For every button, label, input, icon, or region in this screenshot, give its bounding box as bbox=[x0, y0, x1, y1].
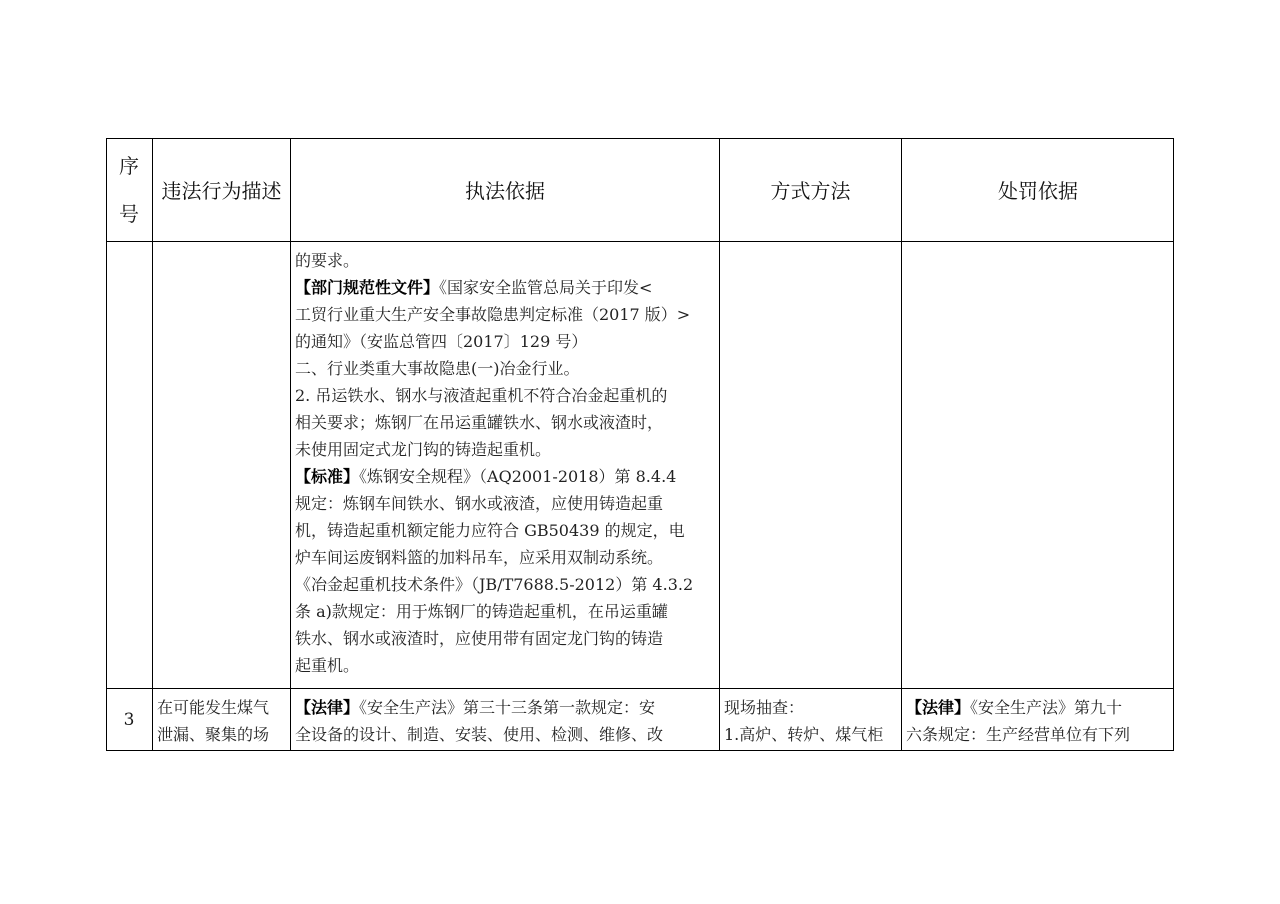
header-violation: 违法行为描述 bbox=[161, 179, 282, 203]
row3-violation-line: 在可能发生煤气 bbox=[157, 698, 270, 717]
continued-basis-line bbox=[295, 382, 716, 409]
header-penalty: 处罚依据 bbox=[998, 179, 1078, 203]
row3-basis-line: 《安全生产法》第三十三条第一款规定：安 bbox=[359, 698, 656, 717]
continued-basis-line bbox=[295, 274, 716, 301]
basis-line-text: 机，铸造起重机额定能力应符合 GB50439 的规定，电 bbox=[295, 521, 685, 540]
header-seq-line2: 号 bbox=[119, 201, 139, 226]
basis-line-text: 二、行业类重大事故隐患(一)冶金行业。 bbox=[295, 359, 580, 378]
continued-basis-line bbox=[295, 517, 716, 544]
enforcement-table bbox=[106, 138, 1174, 751]
penalty-law-tag: 【法律】 bbox=[906, 698, 971, 717]
basis-line-text: 未使用固定式龙门钩的铸造起重机。 bbox=[295, 440, 552, 459]
row3-penalty-line: 六条规定：生产经营单位有下列 bbox=[906, 725, 1131, 744]
row3-method-line: 现场抽查： bbox=[724, 698, 805, 717]
basis-line-text: 规定：炼钢车间铁水、钢水或液渣，应使用铸造起重 bbox=[295, 494, 664, 513]
row3-penalty-line: 《安全生产法》第九十 bbox=[970, 698, 1123, 717]
continued-basis-line bbox=[295, 625, 716, 652]
continued-basis-line bbox=[295, 409, 716, 436]
row3-basis-line: 全设备的设计、制造、安装、使用、检测、维修、改 bbox=[295, 725, 664, 744]
basis-line-text: 铁水、钢水或液渣时，应使用带有固定龙门钩的铸造 bbox=[295, 629, 664, 648]
continued-basis-line bbox=[295, 598, 716, 625]
continued-basis-line bbox=[295, 463, 716, 490]
header-seq-line1: 序 bbox=[119, 153, 139, 178]
continued-basis-line bbox=[295, 652, 716, 679]
header-basis: 执法依据 bbox=[465, 179, 545, 203]
continued-basis-line bbox=[295, 571, 716, 598]
basis-line-text: 2. 吊运铁水、钢水与液渣起重机不符合冶金起重机的 bbox=[295, 386, 668, 405]
continued-basis-line bbox=[295, 436, 716, 463]
basis-line-text: 起重机。 bbox=[295, 656, 360, 675]
continued-basis-line bbox=[295, 355, 716, 382]
continued-basis-line bbox=[295, 301, 716, 328]
basis-line-text: 《炼钢安全规程》（AQ2001-2018）第 8.4.4 bbox=[359, 467, 677, 486]
row3-method-cell bbox=[724, 694, 900, 748]
row-divider bbox=[106, 688, 1174, 689]
row3-method-line: 1.高炉、转炉、煤气柜 bbox=[724, 725, 884, 744]
basis-line-text: 的要求。 bbox=[295, 251, 360, 270]
basis-line-text: 工贸行业重大生产安全事故隐患判定标准（2017 版）> bbox=[295, 305, 691, 324]
continued-basis-line bbox=[295, 328, 716, 355]
basis-line-text: 《冶金起重机技术条件》（JB/T7688.5-2012）第 4.3.2 bbox=[295, 575, 694, 594]
row3-violation-cell bbox=[157, 694, 289, 748]
header-seq bbox=[106, 138, 152, 241]
row-divider bbox=[106, 241, 1174, 242]
continued-basis-line bbox=[295, 490, 716, 517]
header-method: 方式方法 bbox=[770, 179, 851, 203]
row3-seq: 3 bbox=[123, 710, 135, 730]
basis-section-tag: 【部门规范性文件】 bbox=[295, 278, 440, 297]
continued-basis-line bbox=[295, 544, 716, 571]
continued-row-basis-cell bbox=[295, 247, 716, 679]
continued-basis-line bbox=[295, 247, 716, 274]
basis-line-text: 条 a)款规定：用于炼钢厂的铸造起重机，在吊运重罐 bbox=[295, 602, 668, 621]
row3-penalty-cell bbox=[906, 694, 1172, 748]
row3-basis-cell bbox=[295, 694, 716, 748]
basis-line-text: 相关要求；炼钢厂在吊运重罐铁水、钢水或液渣时， bbox=[295, 413, 664, 432]
basis-line-text: 的通知》（安监总管四〔2017〕129 号） bbox=[295, 332, 588, 351]
basis-law-tag: 【法律】 bbox=[295, 698, 360, 717]
basis-section-tag: 【标准】 bbox=[295, 467, 360, 486]
row3-violation-line: 泄漏、聚集的场 bbox=[157, 725, 270, 744]
basis-line-text: 《国家安全监管总局关于印发< bbox=[439, 278, 653, 297]
basis-line-text: 炉车间运废钢料篮的加料吊车，应采用双制动系统。 bbox=[295, 548, 664, 567]
